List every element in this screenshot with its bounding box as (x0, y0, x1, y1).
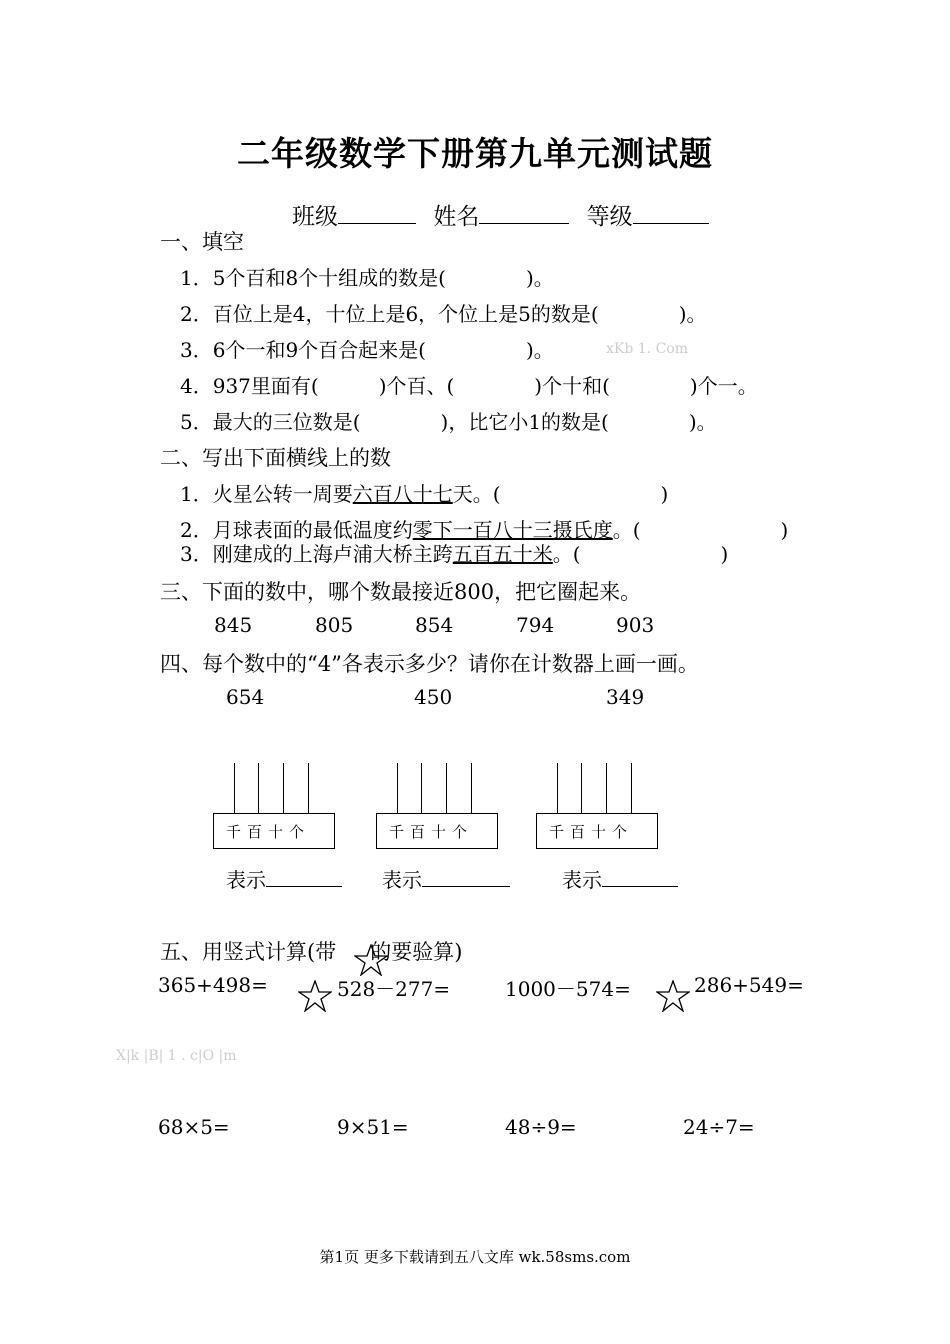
s4-number: 654 (226, 685, 265, 709)
s2-q2-text: 2．月球表面的最低温度约 (180, 518, 413, 542)
grade-blank (633, 201, 709, 224)
s3-number: 794 (516, 613, 555, 637)
s3-number: 805 (315, 613, 354, 637)
abacus-rod (421, 763, 422, 813)
section4-heading: 四、每个数中的“4”各表示多少？请你在计数器上画一画。 (160, 652, 699, 676)
star-icon (656, 980, 690, 1012)
s2-q3-underlined: 五百五十米 (452, 542, 553, 566)
represent-label: 表示 (562, 868, 602, 892)
s3-number: 845 (214, 613, 253, 637)
s1-question-2: 2．百位上是4，十位上是6，个位上是5的数是( )。 (180, 302, 707, 326)
abacus-rod (606, 763, 607, 813)
abacus-rod (557, 763, 558, 813)
section1-heading: 一、填空 (160, 230, 244, 254)
s3-number: 903 (616, 613, 655, 637)
watermark-2: X|k |B| 1 . c|O |m (116, 1048, 237, 1064)
abacus-rod (397, 763, 398, 813)
abacus-rod (581, 763, 582, 813)
s1-question-1: 1．5个百和8个十组成的数是( )。 (180, 266, 554, 290)
s5-heading-text: 的要验算) (370, 940, 463, 964)
abacus-counter (213, 763, 337, 851)
abacus-rod (308, 763, 309, 813)
represent-label: 表示 (382, 868, 422, 892)
abacus-base: 千百十个 (536, 813, 658, 849)
abacus-rod (446, 763, 447, 813)
represent-blank (422, 864, 510, 887)
s5-problem: 528－277= (337, 977, 451, 1001)
s4-number: 450 (414, 685, 453, 709)
s1-question-4: 4．937里面有( )个百、( )个十和( )个一。 (180, 374, 758, 398)
s2-question-1 (180, 478, 668, 507)
abacus-rod (283, 763, 284, 813)
s5-problem: 24÷7= (683, 1115, 755, 1139)
s2-q3-text: 3．刚建成的上海卢浦大桥主跨 (180, 542, 453, 566)
represent-blank (602, 864, 678, 887)
represent-line (382, 864, 510, 893)
abacus-rod (258, 763, 259, 813)
section3-heading: 三、下面的数中，哪个数最接近800，把它圈起来。 (160, 580, 642, 604)
s5-problem: 9×51= (337, 1115, 409, 1139)
s2-q3-answer: 。( ) (552, 542, 729, 566)
s5-problem: 286+549= (694, 973, 804, 997)
abacus-base: 千百十个 (213, 813, 335, 849)
s1-question-5: 5．最大的三位数是( )，比它小1的数是( )。 (180, 410, 717, 434)
watermark-1: xKb 1. Com (606, 341, 688, 357)
abacus-base: 千百十个 (376, 813, 498, 849)
s2-question-3 (180, 538, 728, 567)
s2-q1-answer: 天。( ) (452, 482, 669, 506)
section2-heading: 二、写出下面横线上的数 (160, 446, 391, 470)
represent-blank (266, 864, 342, 887)
grade-label: 等级 (586, 204, 633, 230)
abacus-rod (631, 763, 632, 813)
abacus-counter (376, 763, 500, 851)
abacus-counter (536, 763, 660, 851)
student-info-line (292, 198, 709, 231)
section5-heading (160, 936, 462, 966)
class-blank (338, 201, 416, 224)
s5-problem: 68×5= (158, 1115, 230, 1139)
s5-problem: 365+498= (158, 973, 268, 997)
represent-label: 表示 (226, 868, 266, 892)
name-blank (479, 201, 569, 224)
abacus-rod (234, 763, 235, 813)
s2-q1-underlined: 六百八十七 (352, 482, 453, 506)
represent-line (562, 864, 678, 893)
s5-heading-text: 五、用竖式计算(带 (160, 940, 337, 964)
s1-question-3: 3．6个一和9个百合起来是( )。 (180, 338, 554, 362)
page-footer: 第1页 更多下载请到五八文库 wk.58sms.com (319, 1248, 631, 1266)
s2-q1-text: 1．火星公转一周要 (180, 482, 353, 506)
name-label: 姓名 (433, 204, 480, 230)
class-label: 班级 (292, 204, 338, 230)
s5-problem: 1000－574= (505, 977, 631, 1001)
s3-number: 854 (415, 613, 454, 637)
s2-q2-answer: 。( ) (612, 518, 789, 542)
star-icon (298, 980, 332, 1012)
s4-number: 349 (606, 685, 645, 709)
page-title: 二年级数学下册第九单元测试题 (237, 134, 713, 173)
s5-problem: 48÷9= (505, 1115, 577, 1139)
represent-line (226, 864, 342, 893)
star-icon (354, 944, 388, 976)
abacus-rod (471, 763, 472, 813)
s2-q2-underlined: 零下一百八十三摄氏度 (412, 518, 613, 542)
